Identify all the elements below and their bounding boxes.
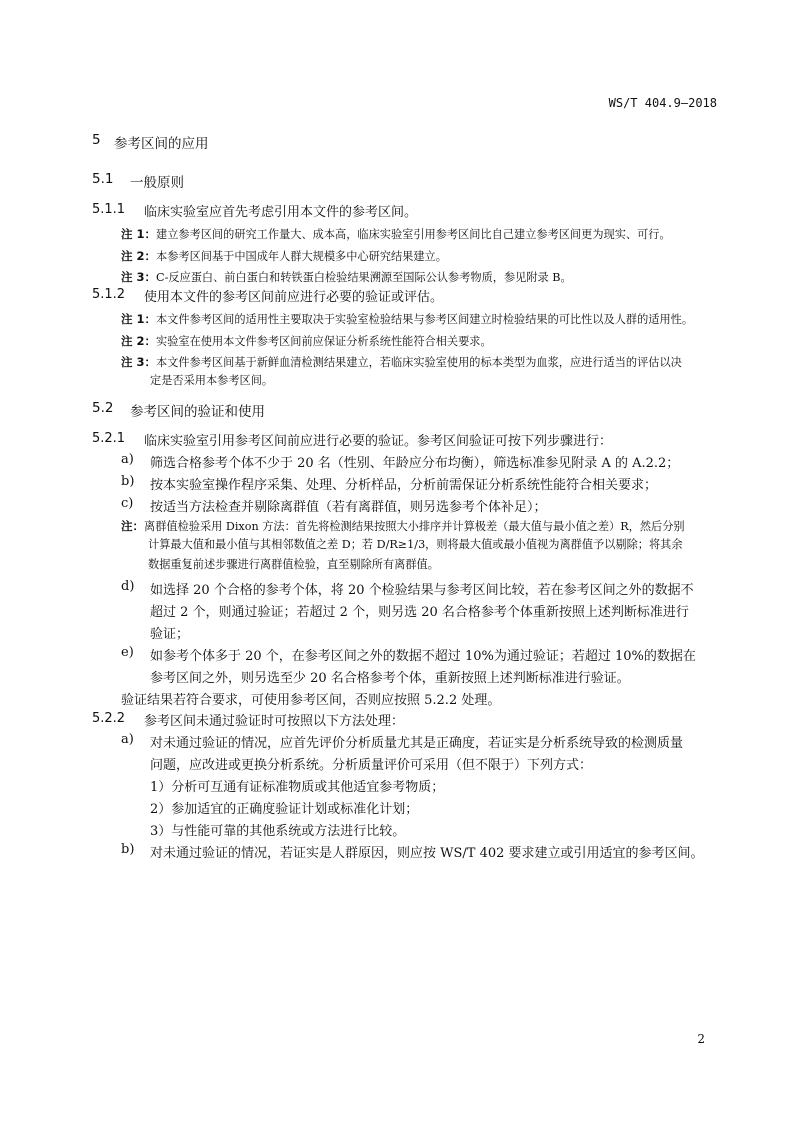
note-5-1-1-3 <box>121 266 572 285</box>
note-label: 注 1： <box>121 312 157 326</box>
clause-5-1-1-number: 5.1.1 <box>92 202 126 217</box>
note-5-1-1-2 <box>121 245 447 264</box>
item-5-2-2-b-label: b) <box>121 842 135 857</box>
note-label: 注 1： <box>121 227 157 241</box>
sub-item-2: 2）参加适宜的正确度验证计划或标准化计划； <box>150 802 419 817</box>
section-5-title: 参考区间的应用 <box>114 136 209 152</box>
outlier-note <box>121 515 685 534</box>
clause-5-2-2-number: 5.2.2 <box>92 711 126 726</box>
note-label: 注 2： <box>121 334 157 348</box>
item-e-label: e) <box>121 645 134 660</box>
note-line: 离群值检验采用 Dixon 方法：首先将检测结果按照大小排序并计算极差（最大值与最小值之差）R，然后分别 <box>144 520 685 533</box>
item-5-2-2-b-text: 对未通过验证的情况，若证实是人群原因，则应按 WS/T 402 要求建立或引用适宜的参考区间。 <box>150 846 704 861</box>
note-text: 本参考区间基于中国成年人群大规模多中心研究结果建立。 <box>156 250 447 263</box>
item-5-2-2-a-line-2: 问题，应改进或更换分析系统。分析质量评价可采用（但不限于）下列方式： <box>150 758 593 773</box>
item-a-label: a) <box>121 452 134 467</box>
item-b-text: 按本实验室操作程序采集、处理、分析样品，分析前需保证分析系统性能符合相关要求； <box>150 478 658 493</box>
item-d-line-3: 验证； <box>150 627 190 642</box>
clause-5-2-1-text: 临床实验室引用参考区间前应进行必要的验证。参考区间验证可按下列步骤进行： <box>144 434 613 449</box>
section-5-1-title: 一般原则 <box>130 175 184 191</box>
note-label: 注 3： <box>121 355 157 369</box>
sub-item-3: 3）与性能可靠的其他系统或方法进行比较。 <box>150 824 406 839</box>
item-d-line-1: 如选择 20 个合格的参考个体，将 20 个检验结果与参考区间比较，若在参考区间之外的数据不 <box>150 583 694 598</box>
document-code: WS/T 404.9—2018 <box>608 96 717 110</box>
page-number: 2 <box>697 1032 705 1046</box>
note-5-1-2-2 <box>121 330 492 349</box>
note-5-1-2-3 <box>121 351 682 370</box>
item-5-2-2-a-label: a) <box>121 732 134 747</box>
note-5-1-2-1 <box>121 308 693 327</box>
item-c-label: c) <box>121 496 134 511</box>
note-text: 实验室在使用本文件参考区间前应保证分析系统性能符合相关要求。 <box>156 335 492 348</box>
item-a-text: 筛选合格参考个体不少于 20 名（性别、年龄应分布均衡），筛选标准参见附录 A 的 A.2.2； <box>150 456 680 471</box>
item-d-line-2: 超过 2 个，则通过验证；若超过 2 个，则另选 20 名合格参考个体重新按照上述判断标准进行 <box>150 605 689 620</box>
note-label: 注 3： <box>121 270 157 284</box>
section-5-2-title: 参考区间的验证和使用 <box>130 404 265 420</box>
note-text: 建立参考区间的研究工作量大、成本高，临床实验室引用参考区间比自己建立参考区间更为现实、可行。 <box>156 228 671 241</box>
section-5-number: 5 <box>92 132 101 148</box>
note-text: 本文件参考区间的适用性主要取决于实验室检验结果与参考区间建立时检验结果的可比性以及人群的适用性。 <box>156 313 694 326</box>
note-text: C-反应蛋白、前白蛋白和转铁蛋白检验结果溯源至国际公认参考物质，参见附录 B。 <box>156 271 572 284</box>
item-5-2-2-a-line-1: 对未通过验证的情况，应首先评价分析质量尤其是正确度，若证实是分析系统导致的检测质量 <box>150 736 684 751</box>
clause-5-1-2-number: 5.1.2 <box>92 287 126 302</box>
clause-5-2-2-text: 参考区间未通过验证时可按照以下方法处理： <box>144 714 405 729</box>
clause-5-1-2-text: 使用本文件的参考区间前应进行必要的验证或评估。 <box>144 290 444 305</box>
section-5-1-number: 5.1 <box>92 171 114 187</box>
item-e-line-2: 参考区间之外，则另选至少 20 名合格参考个体，重新按照上述判断标准进行验证。 <box>150 671 630 686</box>
sub-item-1: 1）分析可互通有证标准物质或其他适宜参考物质； <box>150 780 445 795</box>
clause-5-1-1-text: 临床实验室应首先考虑引用本文件的参考区间。 <box>144 205 418 220</box>
outlier-note-line-2: 计算最大值和最小值与其相邻数值之差 D；若 D/R≥1/3，则将最大值或最小值视为离群值予以剔除；将其余 <box>148 538 683 551</box>
note-text: 本文件参考区间基于新鲜血清检测结果建立，若临床实验室使用的标本类型为血浆，应进行适当的评估以决 <box>156 356 682 369</box>
note-5-1-1-1 <box>121 223 671 242</box>
section-5-2-number: 5.2 <box>92 400 114 416</box>
outlier-note-line-3: 数据重复前述步骤进行离群值检验，直至剔除所有离群值。 <box>148 558 439 571</box>
item-e-line-1: 如参考个体多于 20 个，在参考区间之外的数据不超过 10%为通过验证；若超过 10%的数据在 <box>150 649 696 664</box>
clause-5-2-1-tail: 验证结果若符合要求，可使用参考区间，否则应按照 5.2.2 处理。 <box>121 693 501 708</box>
note-label: 注 2： <box>121 249 157 263</box>
item-b-label: b) <box>121 474 135 489</box>
item-d-label: d) <box>121 579 135 594</box>
item-c-text: 按适当方法检查并剔除离群值（若有离群值，则另选参考个体补足）； <box>150 500 547 515</box>
note-5-1-2-3-continued: 定是否采用本参考区间。 <box>150 374 274 387</box>
clause-5-2-1-number: 5.2.1 <box>92 431 126 446</box>
note-label: 注： <box>121 519 144 533</box>
